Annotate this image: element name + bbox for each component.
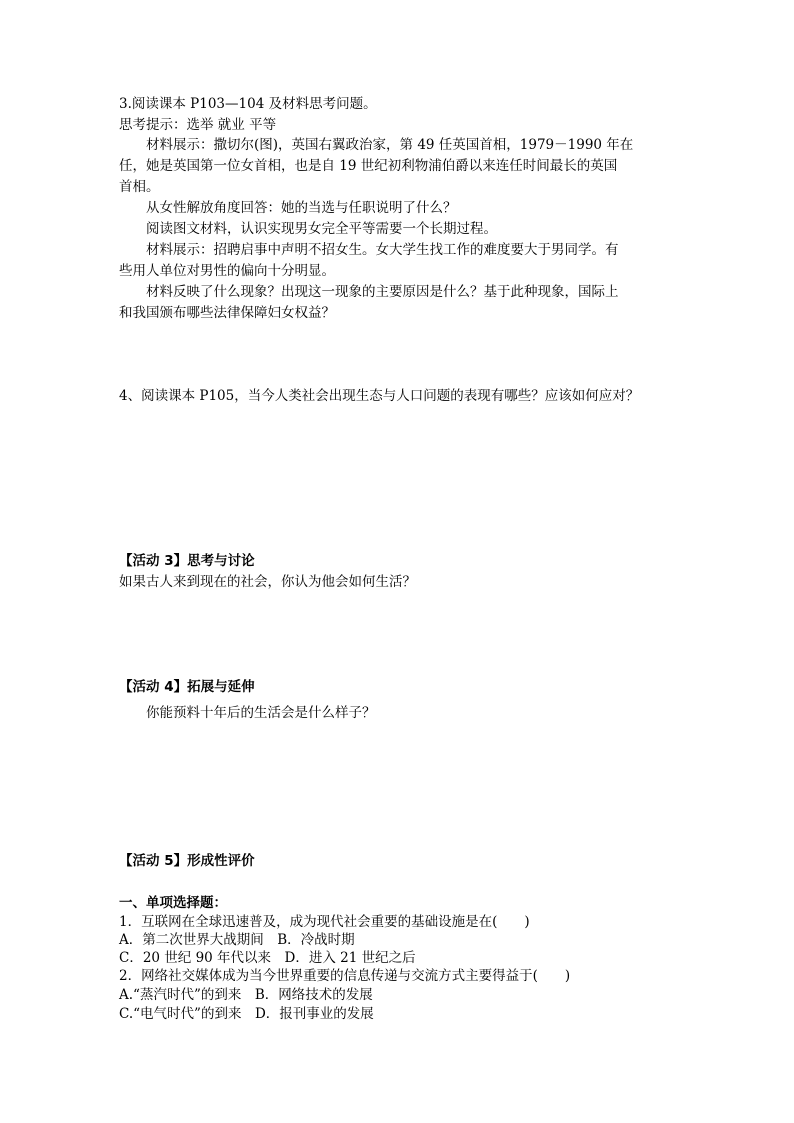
question1-stem: 1．互联网在全球迅速普及，成为现代社会重要的基础设施是在( ): [119, 914, 530, 930]
activity4-heading: 【活动 4】拓展与延伸: [119, 679, 255, 695]
question2-stem: 2．网络社交媒体成为当今世界重要的信息传递与交流方式主要得益于( ): [119, 968, 571, 984]
q3-material1-line2: 任，她是英国第一位女首相，也是自 19 世纪初利物浦伯爵以来连任时间最长的英国: [119, 158, 618, 174]
q3-reading: 阅读图文材料，认识实现男女完全平等需要一个长期过程。: [146, 221, 497, 237]
q3-question1: 从女性解放角度回答：她的当选与任职说明了什么？: [146, 200, 457, 216]
question2-options-ab: A.“蒸汽时代”的到来 B．网络技术的发展: [119, 987, 373, 1003]
q3-hint: 思考提示：选举 就业 平等: [119, 117, 277, 133]
q3-question2-line1: 材料反映了什么现象？出现这一现象的主要原因是什么？基于此种现象，国际上: [146, 284, 619, 300]
activity4-text: 你能预料十年后的生活会是什么样子？: [146, 705, 376, 721]
q3-material2-line2: 些用人单位对男性的偏向十分明显。: [119, 263, 335, 279]
q3-material1-line3: 首相。: [119, 179, 160, 195]
q4-text: 4、阅读课本 P105，当今人类社会出现生态与人口问题的表现有哪些？应该如何应对？: [119, 388, 640, 404]
activity5-heading: 【活动 5】形成性评价: [119, 853, 255, 869]
q3-title: 3.阅读课本 P103—104 及材料思考问题。: [119, 96, 377, 112]
activity3-text: 如果古人来到现在的社会，你认为他会如何生活？: [119, 574, 416, 590]
q3-question2-line2: 和我国颁布哪些法律保障妇女权益？: [119, 305, 335, 321]
q3-material2-line1: 材料展示：招聘启事中声明不招女生。女大学生找工作的难度要大于男同学。有: [146, 242, 619, 258]
question1-options-cd: C．20 世纪 90 年代以来 D．进入 21 世纪之后: [119, 950, 416, 966]
q3-material1-line1: 材料展示：撒切尔(图)，英国右翼政治家，第 49 任英国首相，1979－1990 年在: [146, 137, 634, 153]
activity3-heading: 【活动 3】思考与讨论: [119, 553, 255, 569]
question2-options-cd: C.“电气时代”的到来 D．报刊事业的发展: [119, 1006, 374, 1022]
section-single-choice: 一、单项选择题：: [119, 895, 227, 911]
question1-options-ab: A．第二次世界大战期间 B．冷战时期: [119, 932, 355, 948]
